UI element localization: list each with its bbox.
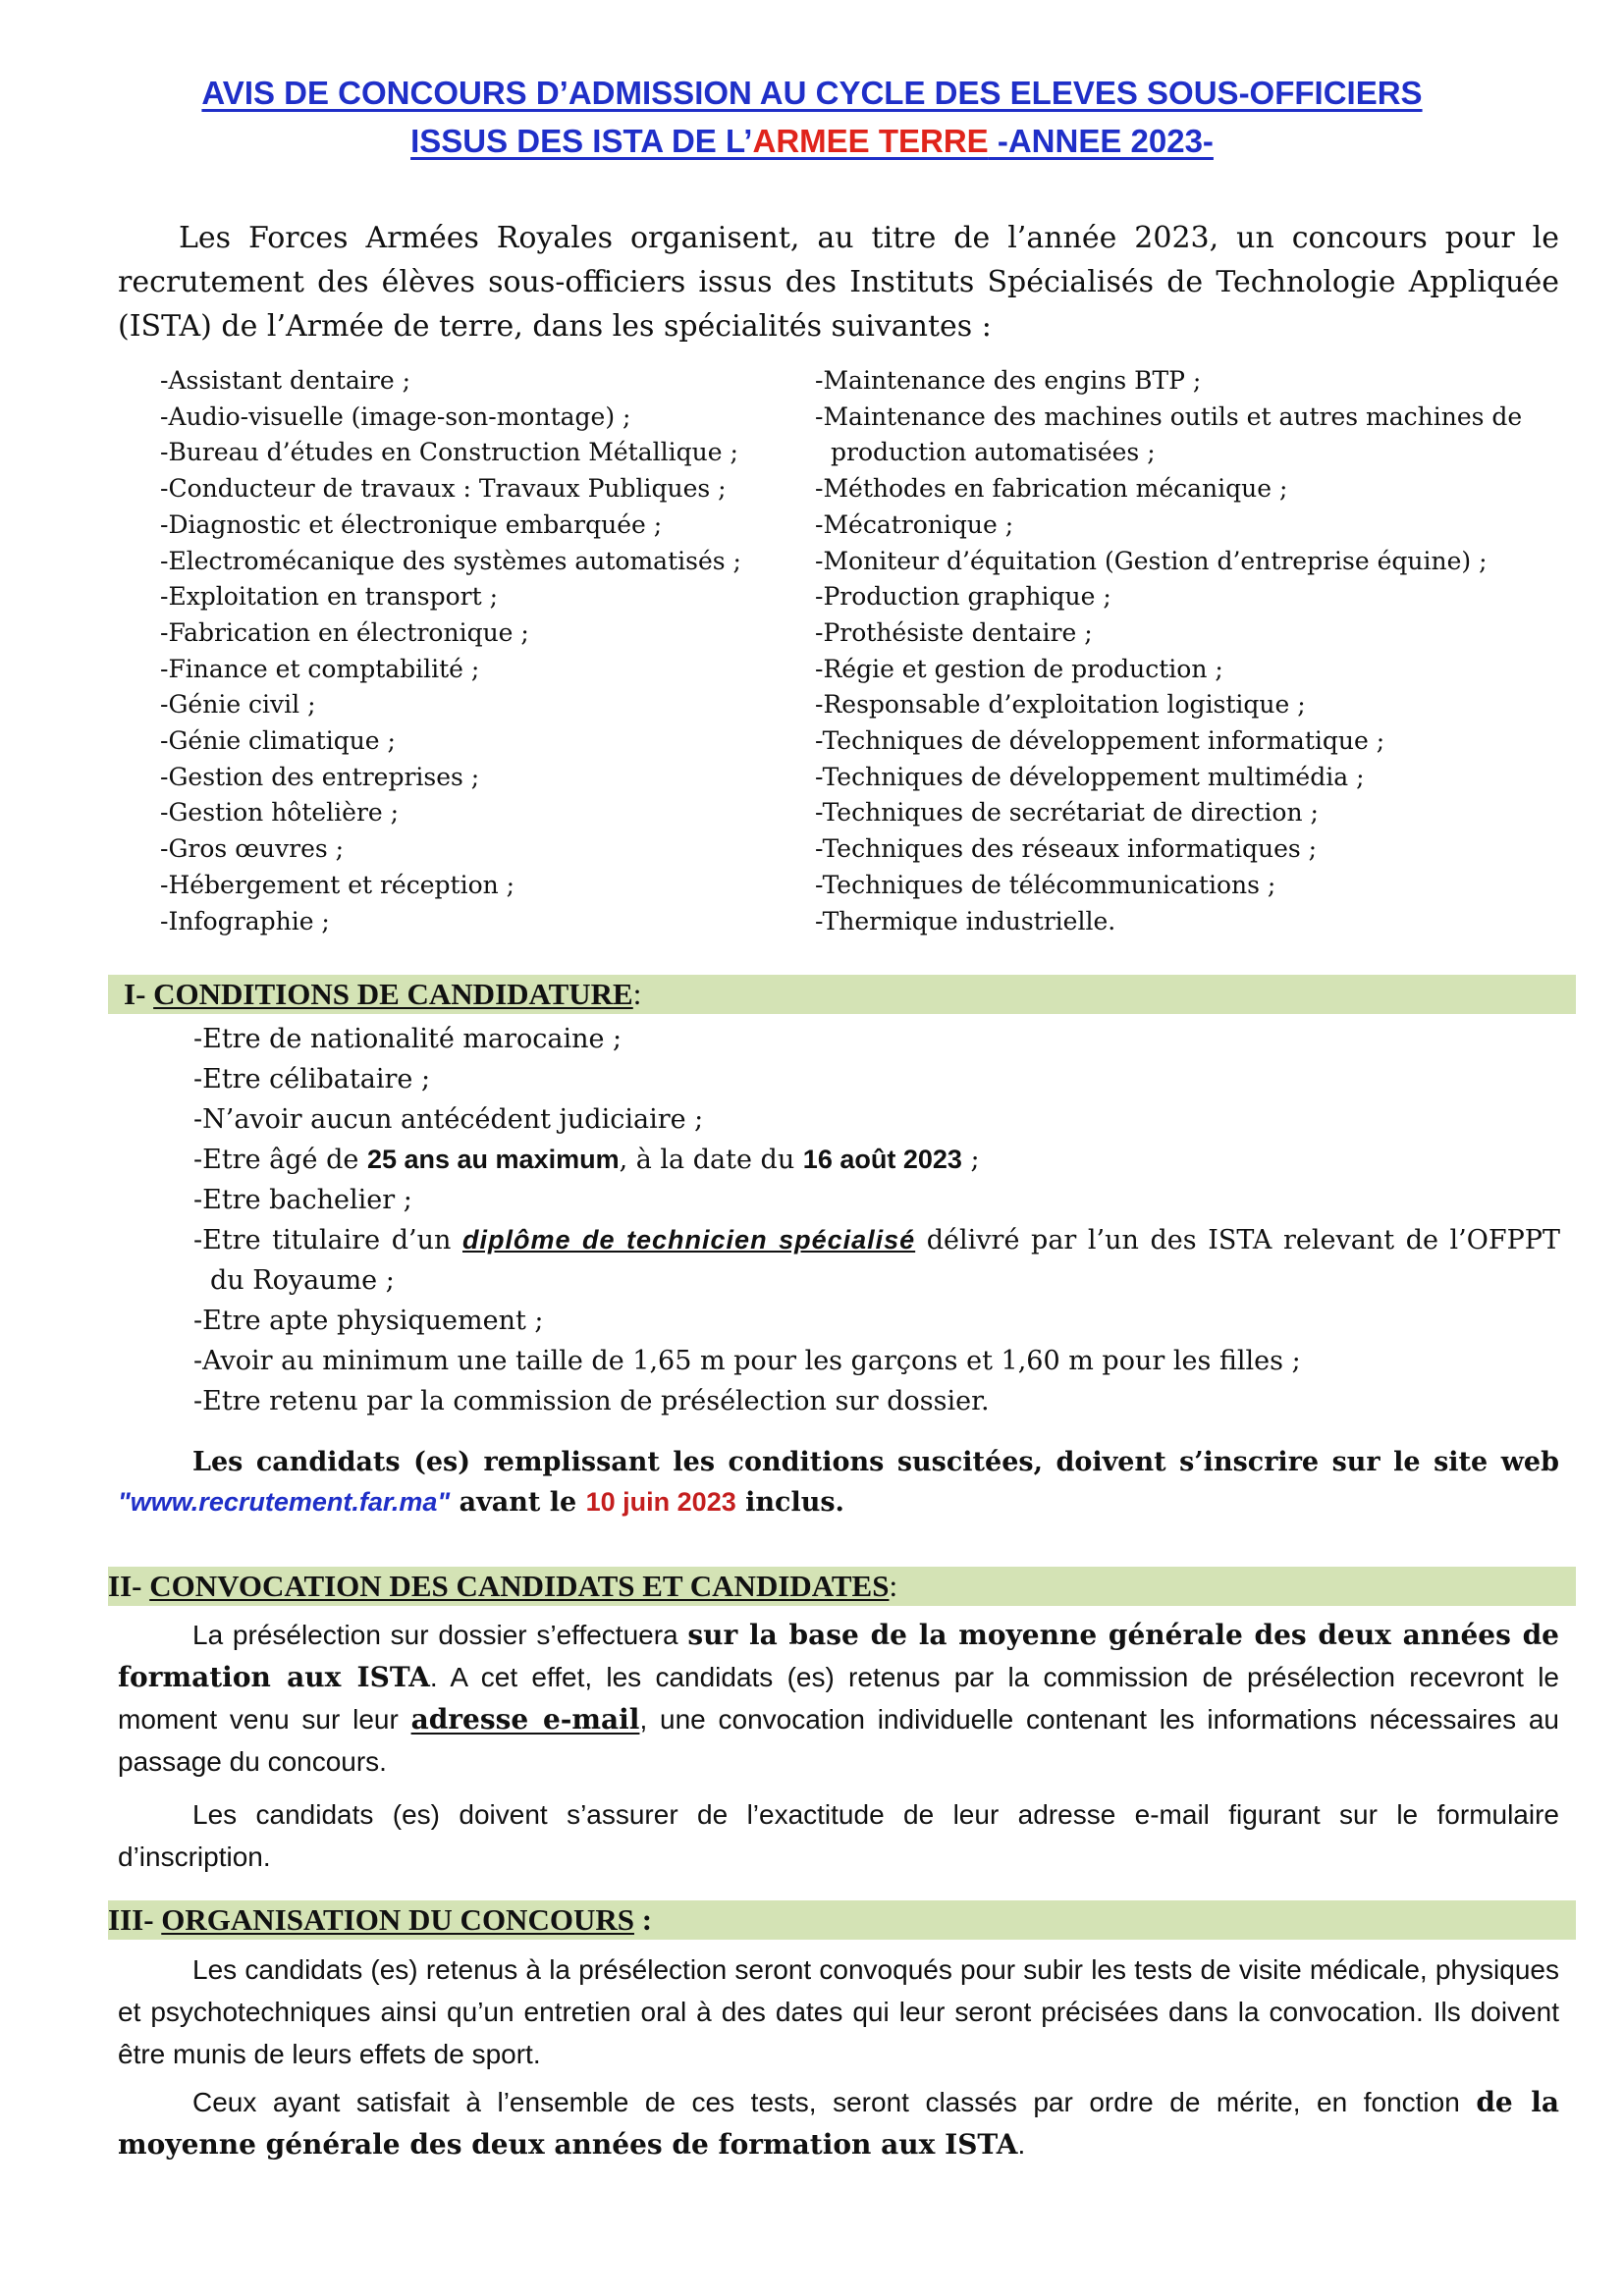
- specialty-item: - Génie civil ;: [160, 687, 788, 723]
- specialty-item: - Audio-visuelle (image-son-montage) ;: [160, 400, 788, 436]
- diploma-name: diplôme de technicien spécialisé: [461, 1225, 916, 1255]
- email-address-term: adresse e-mail: [410, 1703, 640, 1735]
- specialty-item: - Gros œuvres ;: [160, 831, 788, 868]
- section-2-heading: II- CONVOCATION DES CANDIDATS ET CANDIDATES:: [108, 1569, 898, 1603]
- specialty-item: - Maintenance des engins BTP ;: [815, 363, 1571, 400]
- specialty-item: - Techniques des réseaux informatiques ;: [815, 831, 1571, 868]
- section-2-paragraph-2: Les candidats (es) doivent s’assurer de l’exactitude de leur adresse e-mail figurant sur le formulaire d’inscription.: [118, 1799, 1559, 1872]
- section-3-heading: III- ORGANISATION DU CONCOURS :: [108, 1902, 653, 1937]
- section-3-paragraph-2: Ceux ayant satisfait à l’ensemble de ces tests, seront classés par ordre de mérite, en fonction de la moyenne générale des deux années de formation aux ISTA.: [118, 2086, 1560, 2161]
- document-title-line-1: AVIS DE CONCOURS D’ADMISSION AU CYCLE DES ELEVES SOUS-OFFICIERS: [201, 75, 1423, 111]
- section-2-paragraph-1: La présélection sur dossier s’effectuera sur la base de la moyenne générale des deux années de formation aux ISTA. A cet effet, les candidats (es) retenus par la commission de présélection recevront le moment venu sur leur adresse e-mail, une convocation individuelle contenant les informations nécessaires au passage du concours.: [118, 1619, 1559, 1777]
- specialty-item: - Responsable d’exploitation logistique ;: [815, 687, 1571, 723]
- condition-item: - Etre de nationalité marocaine ;: [193, 1019, 1560, 1059]
- specialty-item: - Conducteur de travaux : Travaux Publiques ;: [160, 471, 788, 507]
- condition-item: - Etre célibataire ;: [193, 1059, 1560, 1099]
- specialty-item: - Assistant dentaire ;: [160, 363, 788, 400]
- document-title-line-2: ISSUS DES ISTA DE L’ARMEE TERRE -ANNEE 2023-: [410, 123, 1214, 159]
- condition-item: - Etre titulaire d’un diplôme de technicien spécialisé délivré par l’un des ISTA relevant de l’OFPPT du Royaume ;: [193, 1220, 1560, 1301]
- army-name: ARMEE TERRE: [752, 123, 989, 159]
- section-1-heading: I- CONDITIONS DE CANDIDATURE:: [124, 977, 642, 1011]
- condition-item: - N’avoir aucun antécédent judiciaire ;: [193, 1099, 1560, 1140]
- condition-item: - Etre bachelier ;: [193, 1180, 1560, 1220]
- specialty-item: - Maintenance des machines outils et autres machines de production automatisées ;: [815, 400, 1571, 471]
- specialty-item: - Infographie ;: [160, 904, 788, 940]
- specialty-item: - Méthodes en fabrication mécanique ;: [815, 471, 1571, 507]
- specialties-list-right: [815, 363, 1571, 939]
- specialty-item: - Electromécanique des systèmes automatisés ;: [160, 544, 788, 580]
- specialty-item: - Techniques de télécommunications ;: [815, 868, 1571, 904]
- condition-item: - Avoir au minimum une taille de 1,65 m pour les garçons et 1,60 m pour les filles ;: [193, 1341, 1560, 1381]
- intro-paragraph: Les Forces Armées Royales organisent, au titre de l’année 2023, un concours pour le recrutement des élèves sous-officiers issus des Instituts Spécialisés de Technologie Appliquée (ISTA) de l’Armée de terre, dans les spécialités suivantes :: [118, 221, 1559, 344]
- recruitment-website-link[interactable]: "www.recrutement.far.ma": [118, 1487, 451, 1517]
- specialty-item: - Techniques de développement multimédia ;: [815, 760, 1571, 796]
- specialty-item: - Hébergement et réception ;: [160, 868, 788, 904]
- specialties-list-left: [160, 363, 788, 939]
- condition-item: - Etre retenu par la commission de présélection sur dossier.: [193, 1381, 1560, 1421]
- specialty-item: - Régie et gestion de production ;: [815, 652, 1571, 688]
- specialty-item: - Bureau d’études en Construction Métallique ;: [160, 435, 788, 471]
- specialty-item: - Finance et comptabilité ;: [160, 652, 788, 688]
- specialty-item: - Gestion hôtelière ;: [160, 795, 788, 831]
- specialty-item: - Exploitation en transport ;: [160, 579, 788, 615]
- specialty-item: - Moniteur d’équitation (Gestion d’entreprise équine) ;: [815, 544, 1571, 580]
- specialty-item: - Thermique industrielle.: [815, 904, 1571, 940]
- conditions-list: [193, 1019, 1560, 1421]
- condition-item: - Etre âgé de 25 ans au maximum, à la date du 16 août 2023 ;: [193, 1140, 1560, 1180]
- specialty-item: - Génie climatique ;: [160, 723, 788, 760]
- condition-item: - Etre apte physiquement ;: [193, 1301, 1560, 1341]
- specialty-item: - Fabrication en électronique ;: [160, 615, 788, 652]
- section-3-paragraph-1: Les candidats (es) retenus à la présélection seront convoqués pour subir les tests de visite médicale, physiques et psychotechniques ainsi qu’un entretien oral à des dates qui leur seront précisées dans la convocation. Ils doivent être munis de leurs effets de sport.: [118, 1954, 1559, 2069]
- registration-notice: Les candidats (es) remplissant les conditions suscitées, doivent s’inscrire sur le site web "www.recrutement.far.ma" avant le 10 juin 2023 inclus.: [118, 1447, 1559, 1518]
- specialty-item: - Prothésiste dentaire ;: [815, 615, 1571, 652]
- specialty-item: - Techniques de développement informatique ;: [815, 723, 1571, 760]
- specialty-item: - Production graphique ;: [815, 579, 1571, 615]
- registration-deadline: 10 juin 2023: [585, 1487, 736, 1517]
- specialty-item: - Diagnostic et électronique embarquée ;: [160, 507, 788, 544]
- specialty-item: - Mécatronique ;: [815, 507, 1571, 544]
- specialty-item: - Techniques de secrétariat de direction ;: [815, 795, 1571, 831]
- specialty-item: - Gestion des entreprises ;: [160, 760, 788, 796]
